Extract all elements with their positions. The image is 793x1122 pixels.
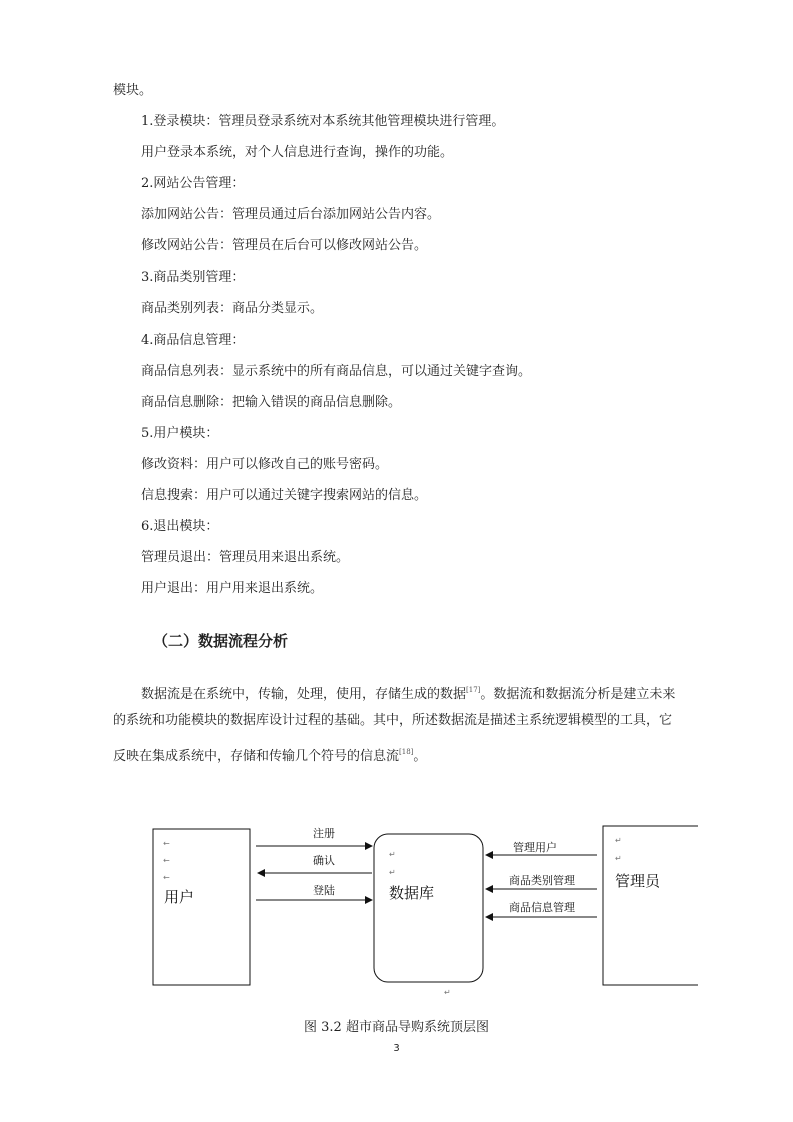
body-line: 管理员退出：管理员用来退出系统。 [141,550,350,565]
login-label: 登陆 [313,884,335,897]
body-line: 商品类别列表：商品分类显示。 [141,301,324,316]
register-label: 注册 [313,827,335,840]
body-line: 用户登录本系统，对个人信息进行查询，操作的功能。 [141,145,454,160]
body-line: 5.用户模块： [141,426,219,441]
category-manage-label: 商品类别管理 [509,874,575,887]
section-heading: （二）数据流程分析 [153,632,289,650]
confirm-label: 确认 [313,854,335,867]
paragraph-text: 。数据流和数据流分析是建立未来 [480,687,676,702]
body-line: 修改资料：用户可以修改自己的账号密码。 [141,457,389,472]
admin-entity-label: 管理员 [615,872,661,890]
body-line: 2.网站公告管理： [141,176,245,191]
manage-users-label: 管理用户 [513,841,557,854]
citation-ref: [18] [399,748,414,756]
figure-caption: 图 3.2 超市商品导购系统顶层图 [304,1020,489,1035]
return-mark: ↵ [389,850,396,859]
body-line: 3.商品类别管理： [141,270,245,285]
paragraph-line: 的系统和功能模块的数据库设计过程的基础。其中，所述数据流是描述主系统逻辑模型的工具，它 [113,713,673,728]
return-mark: ↵ [444,988,451,997]
page-number: 3 [393,1043,400,1054]
citation-ref: [17] [466,686,481,694]
return-mark: ← [163,856,170,865]
return-mark: ↵ [389,868,396,877]
body-line: 用户退出：用户用来退出系统。 [141,581,324,596]
body-line: 信息搜索：用户可以通过关键字搜索网站的信息。 [141,488,428,503]
body-line: 1.登录模块：管理员登录系统对本系统其他管理模块进行管理。 [141,114,505,129]
body-line: 修改网站公告：管理员在后台可以修改网站公告。 [141,238,428,253]
body-line: 6.退出模块： [141,519,219,534]
user-entity-box [153,829,250,985]
info-manage-label: 商品信息管理 [509,901,575,914]
return-mark: ← [163,873,170,882]
database-label: 数据库 [389,884,435,902]
admin-entity-box [603,826,698,985]
paragraph-text: 数据流是在系统中，传输，处理，使用，存储生成的数据 [141,687,467,702]
body-line: 商品信息删除：把输入错误的商品信息删除。 [141,395,402,410]
body-line: 4.商品信息管理： [141,333,245,348]
return-mark: ← [163,839,170,848]
body-line: 添加网站公告：管理员通过后台添加网站公告内容。 [141,207,441,222]
paragraph-text: 反映在集成系统中，存储和传输几个符号的信息流 [113,749,400,764]
return-mark: ↵ [615,854,622,863]
body-line: 商品信息列表：显示系统中的所有商品信息，可以通过关键字查询。 [141,364,532,379]
body-line: 模块。 [113,83,153,98]
paragraph-text: 。 [413,749,427,764]
return-mark: ↵ [615,836,622,845]
user-entity-label: 用户 [164,888,195,906]
